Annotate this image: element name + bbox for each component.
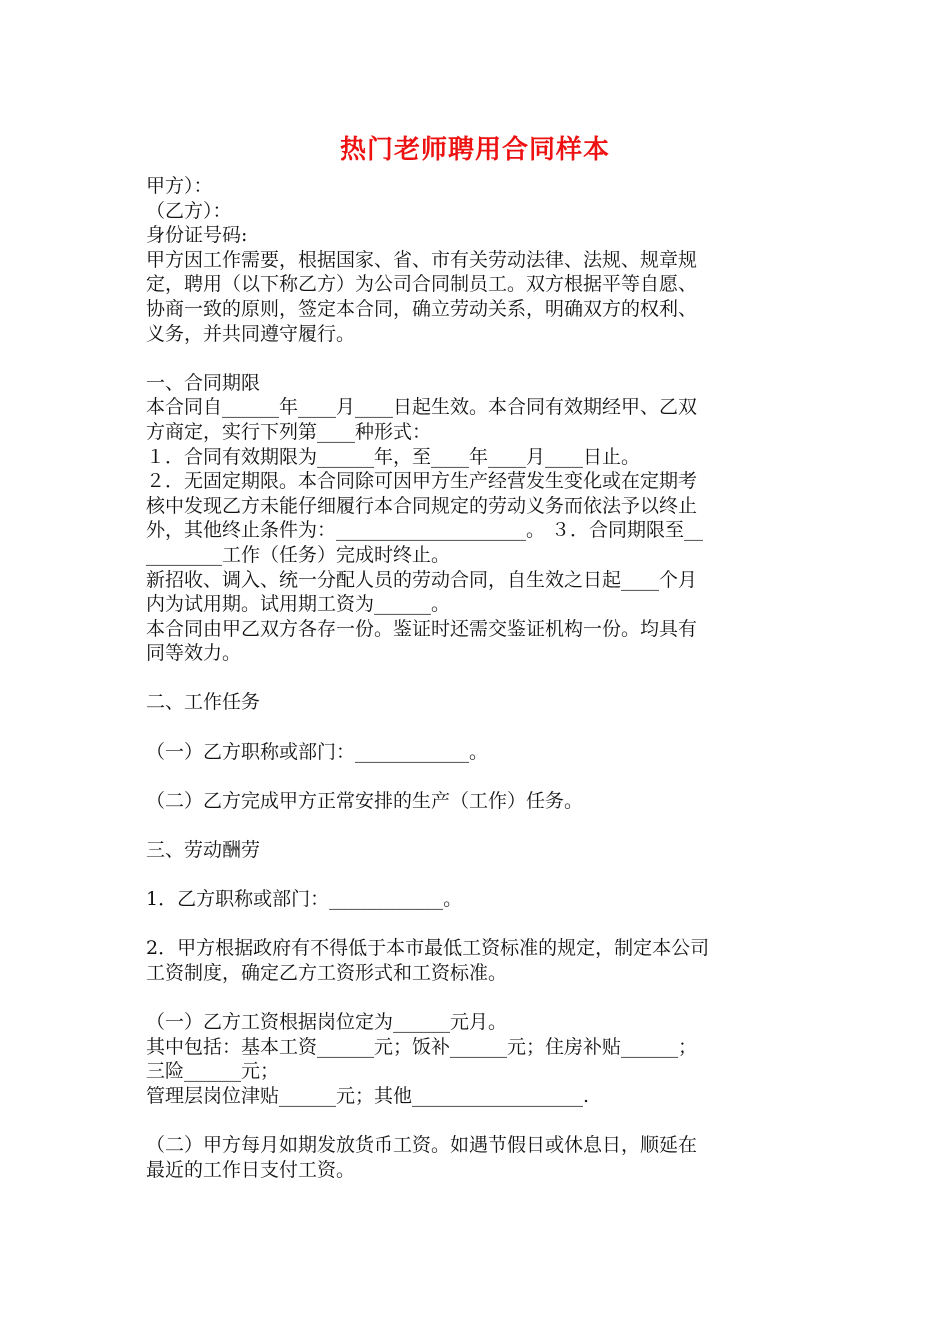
text-line: 甲方因工作需要，根据国家、省、市有关劳动法律、法规、规章规 [146,248,698,271]
text-line: 新招收、调入、统一分配人员的劳动合同，自生效之日起____个月 [146,568,698,591]
text-line: 定，聘用（以下称乙方）为公司合同制员工。双方根据平等自愿、 [146,273,698,296]
text-line: 三险______元； [146,1060,280,1083]
text-line: 其中包括：基本工资______元；饭补______元；住房补贴______； [146,1035,698,1058]
text-line: １．合同有效期限为______年，至____年____月____日止。 [146,445,641,468]
text-line: 2．甲方根据政府有不得低于本市最低工资标准的规定，制定本公司 [146,937,710,960]
document-title: 热门老师聘用合同样本 [339,135,610,165]
blank-line [146,346,810,371]
text-line: 内为试用期。试用期工资为______。 [146,593,451,616]
text-line: 身份证号码: [146,224,248,247]
text-line: 一、合同期限 [146,371,261,394]
text-line: 管理层岗位津贴______元；其他__________________. [146,1084,590,1107]
text-line: 二、工作任务 [146,691,261,714]
text-line: 外，其他终止条件为：____________________。 ３．合同期限至__ [146,519,704,542]
text-line: 最近的工作日支付工资。 [146,1158,356,1181]
blank-line [146,1109,810,1134]
text-line: （一）乙方工资根据岗位定为______元月。 [146,1011,508,1034]
text-line: 三、劳动酬劳 [146,839,261,862]
text-line: ２．无固定期限。本合同除可因甲方生产经营发生变化或在定期考 [146,470,698,493]
blank-line [146,912,810,937]
text-line: 工资制度，确定乙方工资形式和工资标准。 [146,962,508,984]
text-line: 义务，并共同遵守履行。 [146,322,356,345]
text-line: ________工作（任务）完成时终止。 [146,543,451,566]
text-line: 本合同由甲乙双方各存一份。鉴证时还需交鉴证机构一份。均具有 [146,617,698,640]
text-line: 甲方）： [146,175,213,197]
blank-line [146,666,810,691]
blank-line [146,764,810,789]
text-line: 1．乙方职称或部门：____________。 [146,888,463,911]
blank-line [146,863,810,888]
text-line: （二）乙方完成甲方正常安排的生产（工作）任务。 [146,789,584,812]
text-line: 协商一致的原则，签定本合同，确立劳动关系，明确双方的权利、 [146,297,698,320]
blank-line [146,715,810,740]
text-line: 方商定，实行下列第____种形式： [146,420,432,443]
blank-line [146,986,810,1011]
text-line: 本合同自______年____月____日起生效。本合同有效期经甲、乙双 [146,396,698,419]
document-body [146,174,810,1182]
text-line: （乙方）： [146,199,232,222]
text-line: 核中发现乙方未能仔细履行本合同规定的劳动义务而依法予以终止 [146,494,698,517]
text-line: （二）甲方每月如期发放货币工资。如遇节假日或休息日，顺延在 [146,1134,698,1157]
text-line: 同等效力。 [146,642,242,665]
text-line: （一）乙方职称或部门：____________。 [146,740,489,763]
blank-line [146,813,810,838]
